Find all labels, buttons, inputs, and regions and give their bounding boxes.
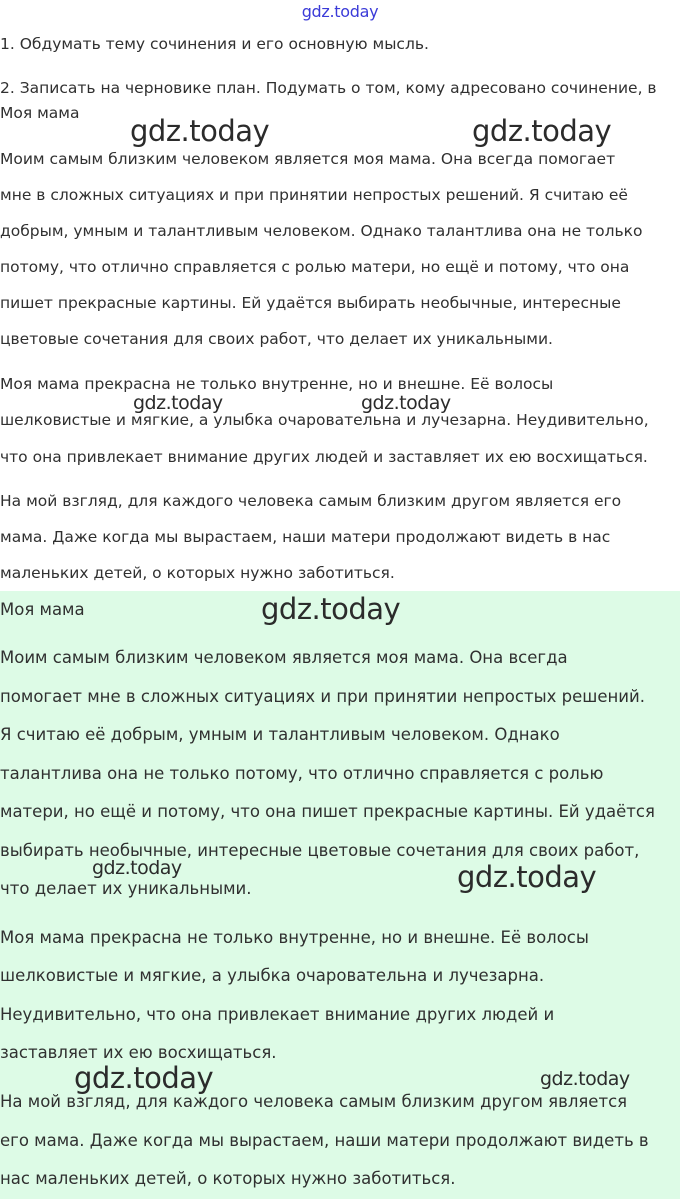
lower-p1-line: матери, но ещё и потому, что она пишет прекрасные картины. Ей удаётся	[0, 802, 655, 821]
watermark: gdz.today	[472, 114, 612, 148]
upper-p3-line: маленьких детей, о которых нужно заботиться.	[0, 564, 395, 582]
watermark: gdz.today	[540, 1068, 630, 1090]
watermark: gdz.today	[361, 392, 451, 414]
lower-p1-line: помогает мне в сложных ситуациях и при принятии непростых решений.	[0, 687, 645, 706]
lower-p1-line: что делает их уникальными.	[0, 879, 252, 898]
lower-p3-line: нас маленьких детей, о которых нужно заботиться.	[0, 1169, 456, 1188]
step-1: 1. Обдумать тему сочинения и его основную мысль.	[0, 35, 429, 53]
watermark: gdz.today	[133, 392, 223, 414]
lower-p1-line: Я считаю её добрым, умным и талантливым человеком. Однако	[0, 725, 560, 744]
lower-essay-title: Моя мама	[0, 600, 85, 619]
site-logo[interactable]: gdz.today	[301, 2, 379, 21]
upper-p2-line: Моя мама прекрасна не только внутренне, но и внешне. Её волосы	[0, 375, 554, 393]
upper-p3-line: На мой взгляд, для каждого человека самым близким другом является его	[0, 492, 622, 510]
lower-p2-line: Моя мама прекрасна не только внутренне, но и внешне. Её волосы	[0, 928, 589, 947]
lower-p3-line: На мой взгляд, для каждого человека самым близким другом является	[0, 1092, 628, 1111]
watermark: gdz.today	[457, 860, 597, 894]
watermark: gdz.today	[261, 592, 401, 626]
upper-p3-line: мама. Даже когда мы вырастаем, наши матери продолжают видеть в нас	[0, 528, 611, 546]
upper-p1-line: мне в сложных ситуациях и при принятии непростых решений. Я считаю её	[0, 186, 628, 204]
upper-p2-line: шелковистые и мягкие, а улыбка очаровательна и лучезарна. Неудивительно,	[0, 411, 649, 429]
watermark: gdz.today	[92, 857, 182, 879]
lower-p2-line: Неудивительно, что она привлекает внимание других людей и	[0, 1005, 555, 1024]
lower-section	[0, 591, 680, 1199]
lower-p1-line: талантлива она не только потому, что отлично справляется с ролью	[0, 764, 604, 783]
upper-p1-line: цветовые сочетания для своих работ, что делает их уникальными.	[0, 330, 553, 348]
lower-p2-line: заставляет их ею восхищаться.	[0, 1043, 277, 1062]
lower-p1-line: выбирать необычные, интересные цветовые сочетания для своих работ,	[0, 841, 640, 860]
upper-p1-line: пишет прекрасные картины. Ей удаётся выбирать необычные, интересные	[0, 294, 621, 312]
lower-p2-line: шелковистые и мягкие, а улыбка очаровательна и лучезарна.	[0, 966, 545, 985]
watermark: gdz.today	[130, 114, 270, 148]
lower-p3-line: его мама. Даже когда мы вырастаем, наши матери продолжают видеть в	[0, 1131, 649, 1150]
step-2: 2. Записать на черновике план. Подумать о том, кому адресовано сочинение, в	[0, 79, 657, 97]
upper-essay-title: Моя мама	[0, 104, 80, 122]
upper-p1-line: добрым, умным и талантливым человеком. Однако талантлива она не только	[0, 222, 643, 240]
lower-p1-line: Моим самым близким человеком является моя мама. Она всегда	[0, 648, 568, 667]
upper-p1-line: потому, что отлично справляется с ролью матери, но ещё и потому, что она	[0, 258, 630, 276]
watermark: gdz.today	[74, 1061, 214, 1095]
upper-p2-line: что она привлекает внимание других людей и заставляет их ею восхищаться.	[0, 448, 648, 466]
upper-p1-line: Моим самым близким человеком является моя мама. Она всегда помогает	[0, 150, 616, 168]
